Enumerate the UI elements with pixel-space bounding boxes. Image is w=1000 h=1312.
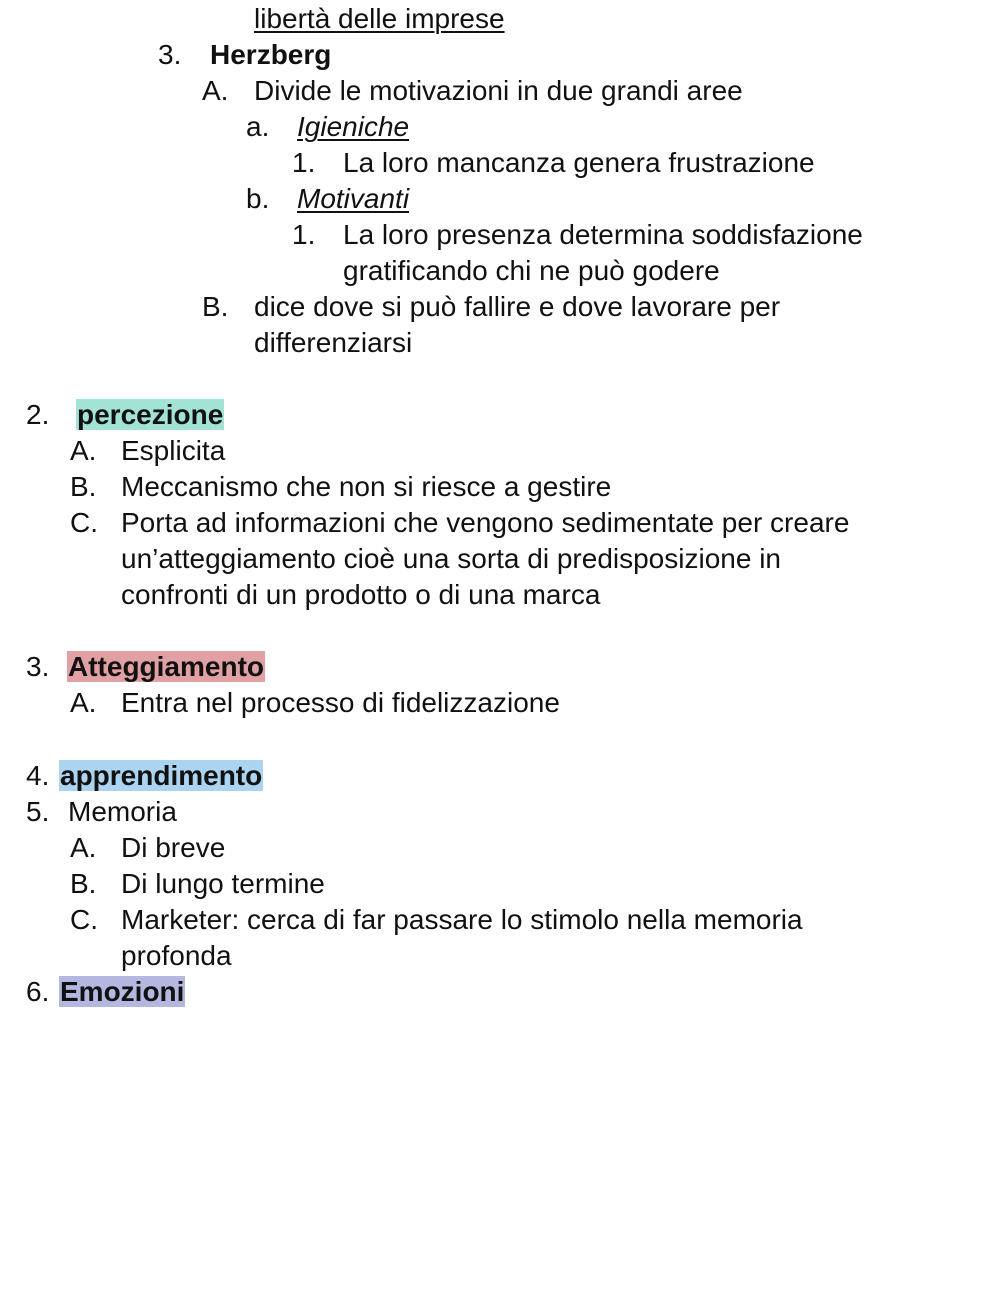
list-marker: A.: [202, 75, 229, 106]
list-item-text: La loro mancanza genera frustrazione: [343, 147, 815, 178]
heading-emozioni: [59, 974, 185, 1010]
list-item-text: Marketer: cerca di far passare lo stimolo nella memoria: [121, 904, 803, 935]
heading-herzberg: Herzberg: [210, 39, 332, 70]
list-marker: C.: [70, 507, 98, 538]
list-marker: A.: [70, 687, 97, 718]
list-item-text-continued: profonda: [121, 940, 232, 971]
highlighted-heading-text: apprendimento: [60, 760, 263, 791]
continued-text-fragment: libertà delle imprese: [254, 3, 505, 34]
highlighted-heading-text: Atteggiamento: [68, 651, 264, 682]
list-item-text: Di breve: [121, 832, 226, 863]
list-item-text-continued: un’atteggiamento cioè una sorta di predisposizione in: [121, 543, 781, 574]
list-item-text: Esplicita: [121, 435, 226, 466]
list-marker: 3.: [26, 651, 50, 682]
heading-memoria: Memoria: [68, 796, 177, 827]
list-item-text-continued: differenziarsi: [254, 327, 413, 358]
list-marker: B.: [202, 291, 229, 322]
list-marker: 1.: [292, 147, 316, 178]
list-item-text: Di lungo termine: [121, 868, 325, 899]
highlighted-heading-text: percezione: [77, 399, 224, 430]
list-marker: B.: [70, 868, 97, 899]
list-item-text: Meccanismo che non si riesce a gestire: [121, 471, 612, 502]
list-marker: A.: [70, 832, 97, 863]
list-marker: 1.: [292, 219, 316, 250]
list-item-text: Porta ad informazioni che vengono sedimentate per creare: [121, 507, 850, 538]
list-item-text-continued: confronti di un prodotto o di una marca: [121, 579, 601, 610]
list-item-text: Divide le motivazioni in due grandi aree: [254, 75, 743, 106]
list-item-text: La loro presenza determina soddisfazione: [343, 219, 863, 250]
list-marker: 2.: [26, 399, 50, 430]
list-item-text: Entra nel processo di fidelizzazione: [121, 687, 560, 718]
highlighted-heading-text: Emozioni: [60, 976, 185, 1007]
list-marker: 6.: [26, 976, 50, 1007]
list-marker: A.: [70, 435, 97, 466]
list-item-text: dice dove si può fallire e dove lavorare per: [254, 291, 781, 322]
list-marker: B.: [70, 471, 97, 502]
heading-percezione: [76, 397, 224, 433]
list-marker: 5.: [26, 796, 50, 827]
list-marker: a.: [246, 111, 270, 142]
list-marker: 3.: [158, 39, 182, 70]
list-item-text-continued: gratificando chi ne può godere: [343, 255, 720, 286]
list-marker: b.: [246, 183, 270, 214]
subheading-motivanti: Motivanti: [297, 183, 410, 214]
subheading-igieniche: Igieniche: [297, 111, 410, 142]
heading-apprendimento: [59, 758, 263, 794]
list-marker: 4.: [26, 760, 50, 791]
heading-atteggiamento: [67, 649, 265, 685]
list-marker: C.: [70, 904, 98, 935]
